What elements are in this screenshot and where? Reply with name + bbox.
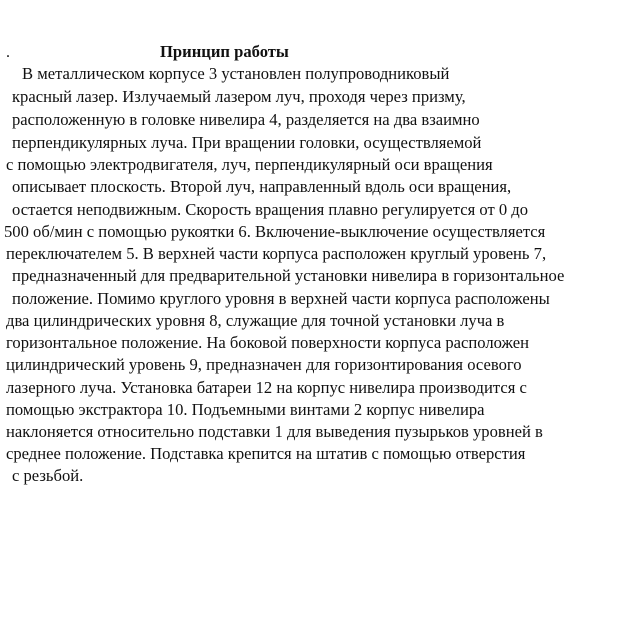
- body-line: описывает плоскость. Второй луч, направленный вдоль оси вращения,: [12, 177, 512, 196]
- body-line: красный лазер. Излучаемый лазером луч, проходя через призму,: [12, 87, 466, 106]
- body-line: перпендикулярных луча. При вращении головки, осуществляемой: [12, 133, 482, 152]
- body-line: с резьбой.: [12, 466, 84, 485]
- body-line: остается неподвижным. Скорость вращения плавно регулируется от 0 до: [12, 200, 529, 219]
- body-line: расположенную в головке нивелира 4, разделяется на два взаимно: [12, 110, 480, 129]
- body-line: с помощью электродвигателя, луч, перпендикулярный оси вращения: [6, 155, 493, 174]
- body-line: предназначенный для предварительной установки нивелира в горизонтальное: [12, 266, 565, 285]
- body-line: лазерного луча. Установка батареи 12 на корпус нивелира производится с: [6, 378, 527, 397]
- section-title: Принцип работы: [160, 42, 289, 61]
- body-line: среднее положение. Подставка крепится на штатив с помощью отверстия: [6, 444, 526, 463]
- body-line: цилиндрический уровень 9, предназначен для горизонтирования осевого: [6, 355, 522, 374]
- body-line: помощью экстрактора 10. Подъемными винтами 2 корпус нивелира: [6, 400, 485, 419]
- body-line: В металлическом корпусе 3 установлен полупроводниковый: [22, 64, 450, 83]
- body-line: два цилиндрических уровня 8, служащие для точной установки луча в: [6, 311, 505, 330]
- body-line: положение. Помимо круглого уровня в верхней части корпуса расположены: [12, 289, 550, 308]
- body-line: горизонтальное положение. На боковой поверхности корпуса расположен: [6, 333, 529, 352]
- body-line: 500 об/мин с помощью рукоятки 6. Включение-выключение осуществляется: [4, 222, 546, 241]
- bullet-mark: .: [6, 44, 10, 61]
- body-line: переключателем 5. В верхней части корпуса расположен круглый уровень 7,: [6, 244, 547, 263]
- body-line: наклоняется относительно подставки 1 для выведения пузырьков уровней в: [6, 422, 543, 441]
